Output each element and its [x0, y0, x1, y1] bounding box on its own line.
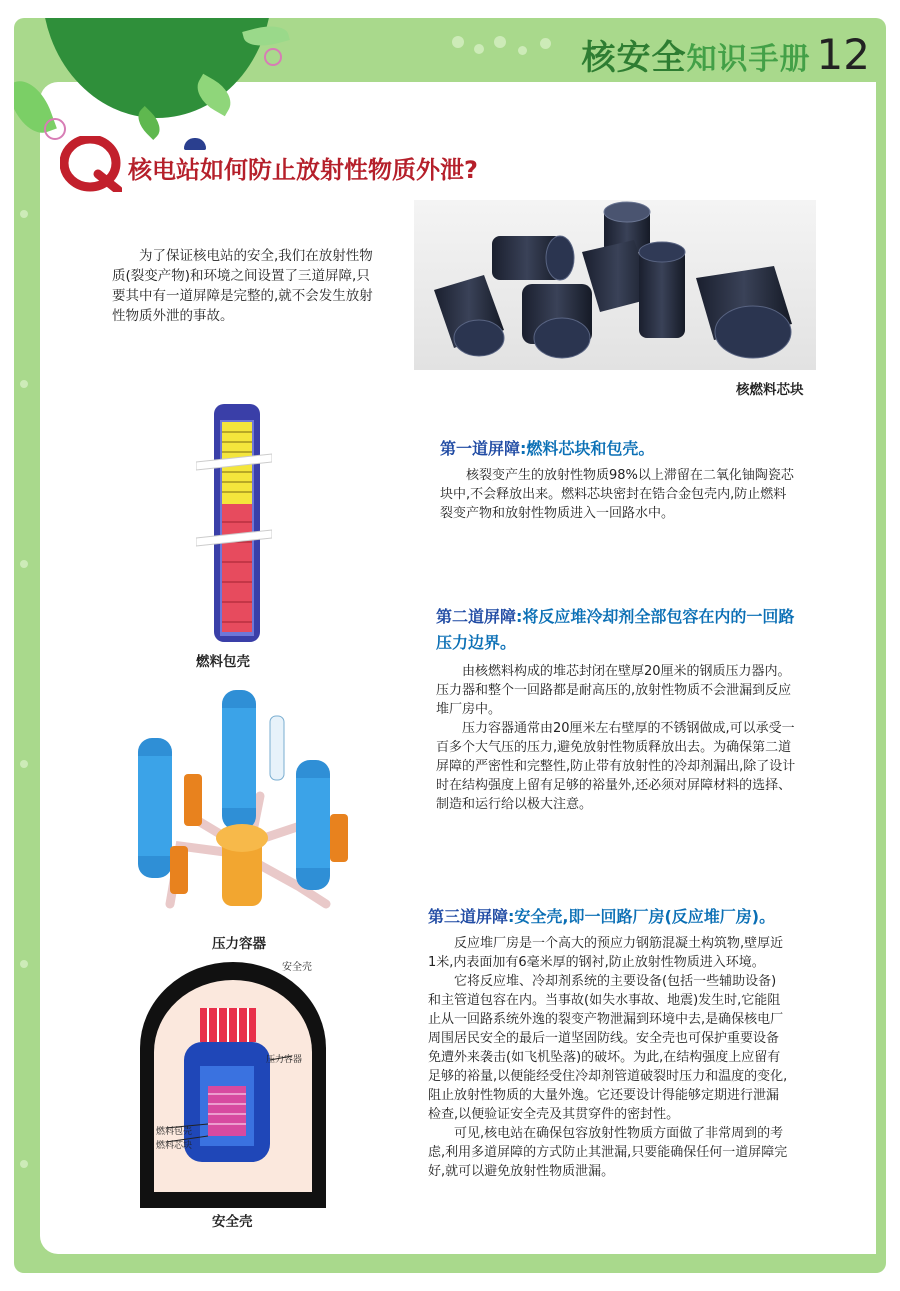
- fuel-pellets-photo: [414, 200, 816, 370]
- page-number: 12: [816, 30, 870, 79]
- caption-containment: 安全壳: [212, 1214, 253, 1230]
- decor-dot: [494, 36, 506, 48]
- barrier2-heading: 第二道屏障:将反应堆冷却剂全部包容在内的一回路压力边界。: [436, 607, 795, 652]
- mushroom-icon: [184, 138, 206, 150]
- decor-dot: [20, 210, 28, 218]
- pellet: [492, 236, 574, 280]
- caption-fuel-cladding: 燃料包壳: [196, 654, 250, 670]
- pressurizer: [270, 716, 284, 780]
- paragraph: 反应堆厂房是一个高大的预应力钢筋混凝土构筑物,壁厚近1米,内表面加有6毫米厚的钢衬,防止放射性物质进入环境。: [428, 936, 784, 970]
- decor-dot: [20, 760, 28, 768]
- flower-icon: [264, 48, 282, 66]
- page-title: 核电站如何防止放射性物质外泄?: [128, 156, 478, 184]
- steam-generator: [296, 760, 330, 890]
- barrier1-heading: 第一道屏障:燃料芯块和包壳。: [440, 439, 655, 458]
- steam-generator: [222, 690, 256, 830]
- containment-diagram: [136, 956, 330, 1208]
- barrier1-body: [440, 466, 796, 523]
- paragraph: 由核燃料构成的堆芯封闭在壁厚20厘米的钢质压力器内。压力器和整个一回路都是耐高压的,放射性物质不会泄漏到反应堆厂房中。: [436, 664, 792, 717]
- label-containment: 安全壳: [282, 962, 312, 973]
- primary-loop-diagram: [130, 686, 360, 922]
- decor-dot: [20, 380, 28, 388]
- pellet: [434, 275, 504, 356]
- label-fuel-cladding: 燃料包壳: [156, 1127, 193, 1137]
- paragraph: 可见,核电站在确保包容放射性物质方面做了非常周到的考虑,利用多道屏障的方式防止其泄漏,只要能确保任何一道屏障完好,就可以避免放射性物质泄漏。: [428, 1126, 788, 1179]
- label-fuel-pellet: 燃料芯块: [156, 1141, 193, 1151]
- decor-dot: [540, 38, 551, 49]
- intro-paragraph: 为了保证核电站的安全,我们在放射性物质(裂变产物)和环境之间设置了三道屏障,只要其中有一道屏障是完整的,就不会发生放射性物质外泄的事故。: [112, 248, 373, 324]
- decor-dot: [20, 960, 28, 968]
- barrier3-heading: 第三道屏障:安全壳,即一回路厂房(反应堆厂房)。: [428, 907, 776, 926]
- caption-fuel-pellets: 核燃料芯块: [736, 382, 804, 398]
- decor-dot: [452, 36, 464, 48]
- paragraph: 压力容器通常由20厘米左右壁厚的不锈钢做成,可以承受一百多个大气压的压力,避免放射性物质释放出去。为确保第二道屏障的严密性和完整性,防止带有放射性的冷却剂漏出,除了设计时在结构强度上留有足够的裕量外,还必须对屏障材料的选择、制造和运行给以极大注意。: [436, 721, 796, 812]
- decor-dot: [20, 1160, 28, 1168]
- pellet: [696, 266, 792, 358]
- globe-graphic: [42, 18, 272, 118]
- decor-dot: [518, 46, 527, 55]
- barrier3-body: [428, 934, 788, 1181]
- pellet: [639, 242, 685, 338]
- caption-pressure-vessel: 压力容器: [212, 936, 266, 952]
- paragraph: 核裂变产生的放射性物质98%以上滞留在二氧化铀陶瓷芯块中,不会释放出来。燃料芯块密封在锆合金包壳内,防止燃料裂变产物和放射性物质进入一回路水中。: [440, 468, 794, 521]
- paragraph: 它将反应堆、冷却剂系统的主要设备(包括一些辅助设备)和主管道包容在内。当事故(如失水事故、地震)发生时,它能阻止从一回路系统外逸的裂变产物泄漏到环境中去,是确保核电厂周围居民安全的最后一道坚固防线。安全壳也可保护重要设备免遭外来袭击(如飞机坠落)的破坏。为此,在结构强度上应留有足够的裕量,以便能经受住冷却剂管道破裂时压力和温度的变化,阻止放射性物质的大量外逸。它还要设计得能够定期进行泄漏检查,以便验证安全壳及其贯穿件的密封性。: [428, 974, 788, 1122]
- fuel-cladding-diagram: [196, 402, 272, 648]
- handbook-title: 核安全知识手册: [581, 38, 811, 78]
- reactor-vessel: [216, 824, 268, 906]
- barrier2-body: [436, 662, 796, 814]
- page-header: [582, 30, 870, 79]
- fuel-pellets-graphic: [414, 200, 816, 370]
- decor-dot: [474, 44, 484, 54]
- decor-dot: [20, 560, 28, 568]
- steam-generator: [138, 738, 172, 878]
- pellet: [522, 284, 592, 358]
- q-badge-icon: [60, 136, 122, 192]
- label-pressure-vessel: 压力容器: [266, 1055, 303, 1065]
